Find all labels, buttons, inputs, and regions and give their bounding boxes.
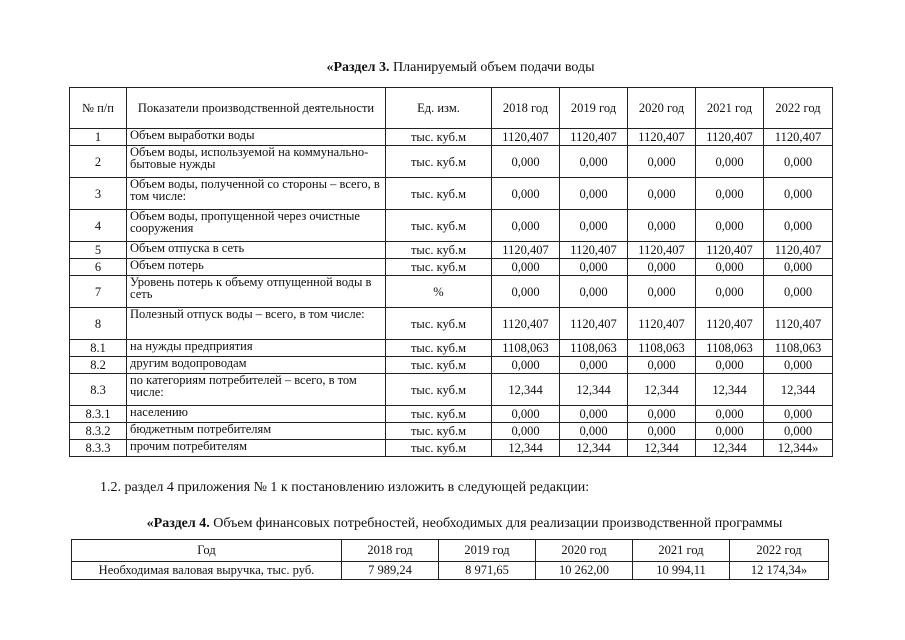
header-2022: 2022 год — [764, 88, 833, 129]
value-2019: 1108,063 — [560, 340, 628, 357]
value-2019: 0,000 — [560, 406, 628, 423]
row-indicator: бюджетным потребителям — [127, 423, 386, 440]
water-supply-table — [69, 87, 833, 457]
value-2022: 12 174,34» — [730, 562, 829, 580]
value-2018: 0,000 — [492, 146, 560, 178]
table-row — [70, 259, 833, 276]
row-unit: тыс. куб.м — [386, 340, 492, 357]
header-2021: 2021 год — [633, 540, 730, 562]
value-2019: 1120,407 — [560, 308, 628, 340]
value-2018: 1108,063 — [492, 340, 560, 357]
value-2022: 0,000 — [764, 146, 833, 178]
row-indicator: Полезный отпуск воды – всего, в том числе: — [127, 308, 386, 340]
table-row — [70, 406, 833, 423]
table-row — [70, 423, 833, 440]
value-2021: 0,000 — [696, 178, 764, 210]
row-indicator: Объем потерь — [127, 259, 386, 276]
row-indicator: Объем воды, пропущенной через очистные сооружения — [127, 210, 386, 242]
value-2020: 1120,407 — [628, 242, 696, 259]
table-row — [70, 129, 833, 146]
value-2020: 1120,407 — [628, 129, 696, 146]
header-2020: 2020 год — [628, 88, 696, 129]
value-2022: 0,000 — [764, 357, 833, 374]
value-2019: 0,000 — [560, 259, 628, 276]
row-number: 8.3.1 — [70, 406, 127, 423]
row-indicator: Объем воды, используемой на коммунально-бытовые нужды — [127, 146, 386, 178]
header-2020: 2020 год — [536, 540, 633, 562]
value-2021: 0,000 — [696, 276, 764, 308]
row-unit: тыс. куб.м — [386, 374, 492, 406]
value-2022: 12,344» — [764, 440, 833, 457]
row-unit: тыс. куб.м — [386, 242, 492, 259]
value-2022: 1120,407 — [764, 308, 833, 340]
value-2019: 0,000 — [560, 210, 628, 242]
value-2020: 0,000 — [628, 276, 696, 308]
row-number: 3 — [70, 178, 127, 210]
financial-needs-table — [71, 539, 829, 580]
value-2020: 0,000 — [628, 259, 696, 276]
value-2018: 1120,407 — [492, 129, 560, 146]
section-4-title-text: Объем финансовых потребностей, необходимых для реализации производственной программы — [209, 516, 783, 531]
table-row — [70, 210, 833, 242]
table-row — [72, 562, 829, 580]
section-3-title-text: Планируемый объем подачи воды — [389, 60, 595, 75]
row-indicator: другим водопроводам — [127, 357, 386, 374]
row-number: 1 — [70, 129, 127, 146]
row-number: 2 — [70, 146, 127, 178]
header-2019: 2019 год — [560, 88, 628, 129]
value-2020: 0,000 — [628, 406, 696, 423]
row-number: 8.1 — [70, 340, 127, 357]
value-2020: 12,344 — [628, 440, 696, 457]
header-2022: 2022 год — [730, 540, 829, 562]
section-4-title-bold: «Раздел 4. — [146, 516, 210, 531]
value-2018: 12,344 — [492, 440, 560, 457]
value-2022: 0,000 — [764, 423, 833, 440]
value-2022: 0,000 — [764, 406, 833, 423]
row-number: 8.2 — [70, 357, 127, 374]
row-unit: тыс. куб.м — [386, 146, 492, 178]
row-label: Необходимая валовая выручка, тыс. руб. — [72, 562, 342, 580]
value-2019: 0,000 — [560, 357, 628, 374]
value-2018: 0,000 — [492, 406, 560, 423]
row-unit: тыс. куб.м — [386, 357, 492, 374]
value-2021: 12,344 — [696, 374, 764, 406]
row-unit: % — [386, 276, 492, 308]
header-2019: 2019 год — [439, 540, 536, 562]
value-2021: 1120,407 — [696, 129, 764, 146]
value-2022: 1108,063 — [764, 340, 833, 357]
value-2021: 0,000 — [696, 423, 764, 440]
header-year: Год — [72, 540, 342, 562]
value-2018: 0,000 — [492, 259, 560, 276]
value-2022: 0,000 — [764, 210, 833, 242]
value-2022: 0,000 — [764, 259, 833, 276]
value-2021: 0,000 — [696, 406, 764, 423]
header-number: № п/п — [70, 88, 127, 129]
value-2020: 0,000 — [628, 357, 696, 374]
row-indicator: Объем воды, полученной со стороны – всего, в том числе: — [127, 178, 386, 210]
value-2022: 12,344 — [764, 374, 833, 406]
table-row — [70, 178, 833, 210]
value-2018: 0,000 — [492, 210, 560, 242]
row-number: 8 — [70, 308, 127, 340]
value-2018: 0,000 — [492, 178, 560, 210]
value-2019: 0,000 — [560, 276, 628, 308]
table-row — [70, 374, 833, 406]
value-2021: 0,000 — [696, 210, 764, 242]
row-indicator: Уровень потерь к объему отпущенной воды в сеть — [127, 276, 386, 308]
row-unit: тыс. куб.м — [386, 440, 492, 457]
value-2020: 10 262,00 — [536, 562, 633, 580]
value-2018: 7 989,24 — [342, 562, 439, 580]
row-unit: тыс. куб.м — [386, 423, 492, 440]
value-2018: 0,000 — [492, 423, 560, 440]
row-number: 8.3.2 — [70, 423, 127, 440]
table-row — [70, 146, 833, 178]
value-2019: 12,344 — [560, 374, 628, 406]
header-unit: Ед. изм. — [386, 88, 492, 129]
row-unit: тыс. куб.м — [386, 210, 492, 242]
row-number: 5 — [70, 242, 127, 259]
row-indicator: населению — [127, 406, 386, 423]
row-indicator: по категориям потребителей – всего, в том числе: — [127, 374, 386, 406]
value-2021: 1120,407 — [696, 242, 764, 259]
value-2020: 12,344 — [628, 374, 696, 406]
table-row — [70, 276, 833, 308]
section-3-title-bold: «Раздел 3. — [326, 60, 390, 75]
section-3-title — [8, 60, 905, 76]
value-2018: 12,344 — [492, 374, 560, 406]
row-number: 8.3.3 — [70, 440, 127, 457]
row-number: 7 — [70, 276, 127, 308]
header-2018: 2018 год — [492, 88, 560, 129]
value-2022: 0,000 — [764, 178, 833, 210]
table-row — [70, 357, 833, 374]
row-number: 6 — [70, 259, 127, 276]
row-unit: тыс. куб.м — [386, 178, 492, 210]
value-2018: 1120,407 — [492, 242, 560, 259]
paragraph-1-2: 1.2. раздел 4 приложения № 1 к постановлению изложить в следующей редакции: — [100, 480, 590, 495]
table-row — [70, 440, 833, 457]
header-indicator: Показатели производственной деятельности — [127, 88, 386, 129]
value-2021: 12,344 — [696, 440, 764, 457]
table-header-row — [72, 540, 829, 562]
value-2019: 12,344 — [560, 440, 628, 457]
value-2022: 0,000 — [764, 276, 833, 308]
value-2020: 0,000 — [628, 178, 696, 210]
row-number: 4 — [70, 210, 127, 242]
section-4-title — [12, 516, 905, 532]
value-2018: 0,000 — [492, 357, 560, 374]
value-2019: 1120,407 — [560, 242, 628, 259]
header-2018: 2018 год — [342, 540, 439, 562]
value-2018: 0,000 — [492, 276, 560, 308]
value-2021: 1108,063 — [696, 340, 764, 357]
value-2021: 0,000 — [696, 259, 764, 276]
row-unit: тыс. куб.м — [386, 259, 492, 276]
row-unit: тыс. куб.м — [386, 308, 492, 340]
row-indicator: Объем выработки воды — [127, 129, 386, 146]
value-2020: 0,000 — [628, 146, 696, 178]
value-2019: 1120,407 — [560, 129, 628, 146]
value-2021: 0,000 — [696, 357, 764, 374]
row-indicator: Объем отпуска в сеть — [127, 242, 386, 259]
value-2022: 1120,407 — [764, 129, 833, 146]
value-2019: 0,000 — [560, 423, 628, 440]
value-2021: 10 994,11 — [633, 562, 730, 580]
value-2020: 1120,407 — [628, 308, 696, 340]
value-2021: 0,000 — [696, 146, 764, 178]
value-2021: 1120,407 — [696, 308, 764, 340]
row-unit: тыс. куб.м — [386, 129, 492, 146]
row-number: 8.3 — [70, 374, 127, 406]
value-2018: 1120,407 — [492, 308, 560, 340]
value-2019: 8 971,65 — [439, 562, 536, 580]
table-header-row — [70, 88, 833, 129]
value-2020: 0,000 — [628, 423, 696, 440]
table-row — [70, 242, 833, 259]
row-unit: тыс. куб.м — [386, 406, 492, 423]
value-2019: 0,000 — [560, 178, 628, 210]
table-row — [70, 308, 833, 340]
table-row — [70, 340, 833, 357]
row-indicator: на нужды предприятия — [127, 340, 386, 357]
value-2020: 0,000 — [628, 210, 696, 242]
value-2020: 1108,063 — [628, 340, 696, 357]
header-2021: 2021 год — [696, 88, 764, 129]
value-2022: 1120,407 — [764, 242, 833, 259]
value-2019: 0,000 — [560, 146, 628, 178]
row-indicator: прочим потребителям — [127, 440, 386, 457]
